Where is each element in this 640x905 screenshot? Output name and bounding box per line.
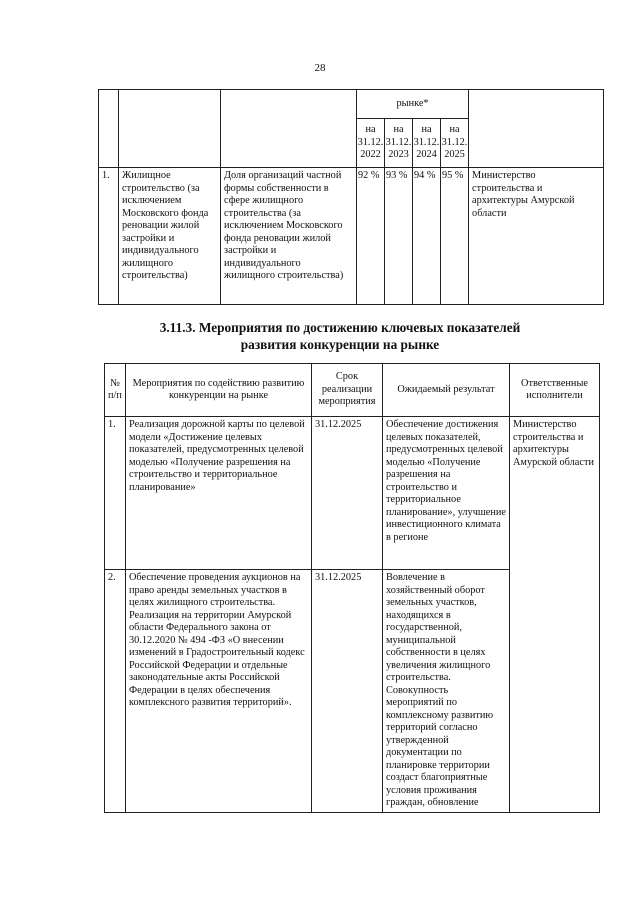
header-cell-indicator	[221, 90, 357, 168]
value-cell: 95 %	[441, 168, 469, 305]
result-cell: Вовлечение в хозяйственный оборот земельных участков, находящихся в государственной, муниципальной собственности в целях увеличения жилищного строительства. Совокупность мероприятий по комплексному развитию территорий согласно утвержденной документации по планировке территории создаст благоприятные условия проживания граждан, обновление	[383, 570, 510, 813]
row-num: 1.	[105, 417, 126, 570]
header-responsible: Ответственные исполнители	[510, 364, 600, 417]
year-header: на 31.12. 2025	[441, 119, 469, 168]
value-cell: 92 %	[357, 168, 385, 305]
header-cell-num	[99, 90, 119, 168]
header-deadline: Срок реализации мероприятия	[312, 364, 383, 417]
section-heading-line2: развития конкуренции на рынке	[240, 337, 440, 352]
row-num: 1.	[99, 168, 119, 305]
header-cell-responsible	[469, 90, 604, 168]
measures-table	[104, 363, 600, 813]
responsible-cell: Министерство строительства и архитектуры Амурской области	[510, 417, 600, 813]
group-header: рынке*	[357, 90, 469, 119]
header-num: № п/п	[105, 364, 126, 417]
header-measure: Мероприятия по содействию развитию конкуренции на рынке	[126, 364, 312, 417]
section-heading-line1: 3.11.3. Мероприятия по достижению ключевых показателей	[159, 320, 521, 335]
measure-cell: Обеспечение проведения аукционов на право аренды земельных участков в целях жилищного строительства. Реализация на территории Амурской области Федерального закона от 30.12.2020 № 494 -ФЗ «О внесении изменений в Градостроительный кодекс Российской Федерации и отдельные законодательные акты Российской Федерации в целях обеспечения комплексного развития территорий».	[126, 570, 312, 813]
year-header: на 31.12. 2023	[385, 119, 413, 168]
header-row	[99, 90, 604, 119]
page-number: 28	[314, 62, 326, 74]
header-result: Ожидаемый результат	[383, 364, 510, 417]
indicator-cell: Доля организаций частной формы собственности в сфере жилищного строительства (за исключением Московского фонда реновации жилой застройки и индивидуального жилищного строительства)	[221, 168, 357, 305]
deadline-cell: 31.12.2025	[312, 417, 383, 570]
value-cell: 94 %	[413, 168, 441, 305]
header-row	[105, 364, 600, 417]
header-cell-market	[119, 90, 221, 168]
table-row	[99, 168, 604, 305]
table-row	[105, 417, 600, 570]
value-cell: 93 %	[385, 168, 413, 305]
year-header: на 31.12. 2022	[357, 119, 385, 168]
result-cell: Обеспечение достижения целевых показателей, предусмотренных целевой моделью «Получение разрешения на строительство и территориальное планирование», улучшение инвестиционного климата в регионе	[383, 417, 510, 570]
deadline-cell: 31.12.2025	[312, 570, 383, 813]
section-heading	[120, 319, 560, 353]
measure-cell: Реализация дорожной карты по целевой модели «Достижение целевых показателей, предусмотренных целевой моделью «Получение разрешения на строительство и территориальное планирование»	[126, 417, 312, 570]
row-num: 2.	[105, 570, 126, 813]
market-cell: Жилищное строительство (за исключением Московского фонда реновации жилой застройки и индивидуального жилищного строительства)	[119, 168, 221, 305]
responsible-cell: Министерство строительства и архитектуры Амурской области	[469, 168, 604, 305]
year-header: на 31.12. 2024	[413, 119, 441, 168]
indicators-table	[98, 89, 604, 305]
